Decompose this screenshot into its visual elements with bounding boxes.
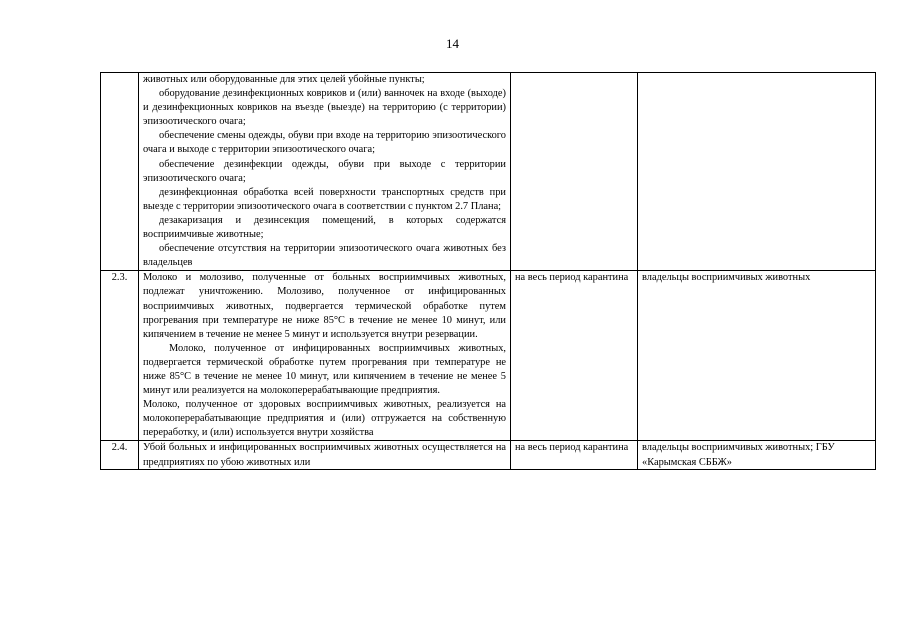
measure-paragraph: обеспечение дезинфекции одежды, обуви при выходе с территории эпизоотического очага;: [143, 158, 506, 184]
table-row: [101, 271, 876, 441]
responsible-text: владельцы восприимчивых животных; ГБУ «Карымская СББЖ»: [642, 442, 835, 468]
measures-table: [100, 72, 876, 470]
measure-text: [139, 73, 511, 271]
measure-paragraph: оборудование дезинфекционных ковриков и (или) ванночек на входе (выходе) и дезинфекционных ковриков на въезде (выезде) на территорию (с территории) эпизоотического очага;: [143, 88, 506, 128]
period-cell: на весь период карантина: [511, 271, 638, 441]
row-number: 2.4.: [101, 441, 139, 470]
measure-paragraph: обеспечение отсутствия на территории эпизоотического очага животных без владельцев: [143, 243, 506, 269]
page-number: 14: [446, 36, 459, 51]
measure-text: [139, 441, 511, 470]
measure-text: [139, 271, 511, 441]
responsible-cell: [638, 73, 876, 271]
period-cell: [511, 441, 638, 470]
measure-paragraph: дезакаризация и дезинсекция помещений, в которых содержатся восприимчивые животные;: [143, 214, 506, 241]
responsible-cell: владельцы восприимчивых животных: [638, 271, 876, 441]
row-number: [101, 73, 139, 271]
period-text: на весь период карантина: [515, 442, 629, 454]
measure-paragraph: животных или оборудованные для этих целей убойные пункты;: [143, 74, 425, 85]
measure-paragraph: Убой больных и инфицированных восприимчивых животных осуществляется на предприятиях по убою животных или: [143, 442, 506, 468]
table-row: [101, 73, 876, 271]
measure-paragraph: Молоко, полученное от инфицированных восприимчивых животных, подвергается термической обработке путем прогревания при температуре не ниже 85°C в течение не менее 10 минут, или кипячением в течение не менее 5 минут или реализуется на молокоперерабатывающие предприятия.: [143, 342, 506, 397]
period-cell: [511, 73, 638, 271]
measure-paragraph: Молоко и молозиво, полученные от больных восприимчивых животных, подлежат уничтожению. Молозиво, полученное от инфицированных восприимчивых животных, подвергается термической обработке путем прогревания при температуре не ниже 85°C в течение не менее 10 минут, или кипячением в течение не менее 5 минут и используется внутри резервации.: [143, 272, 506, 340]
row-number: 2.3.: [101, 271, 139, 441]
measure-paragraph: обеспечение смены одежды, обуви при входе на территорию эпизоотического очага и выходе с территории эпизоотического очага;: [143, 130, 506, 156]
measure-paragraph: Молоко, полученное от здоровых восприимчивых животных, реализуется на молокоперерабатывающие предприятия и (или) отгружается на собственную переработку, и (или) используется внутри хозяйства: [143, 399, 506, 439]
table-row: [101, 441, 876, 470]
measure-paragraph: дезинфекционная обработка всей поверхности транспортных средств при выезде с территории эпизоотического очага в соответствии с пунктом 2.7 Плана;: [143, 186, 506, 212]
responsible-cell: [638, 441, 876, 470]
